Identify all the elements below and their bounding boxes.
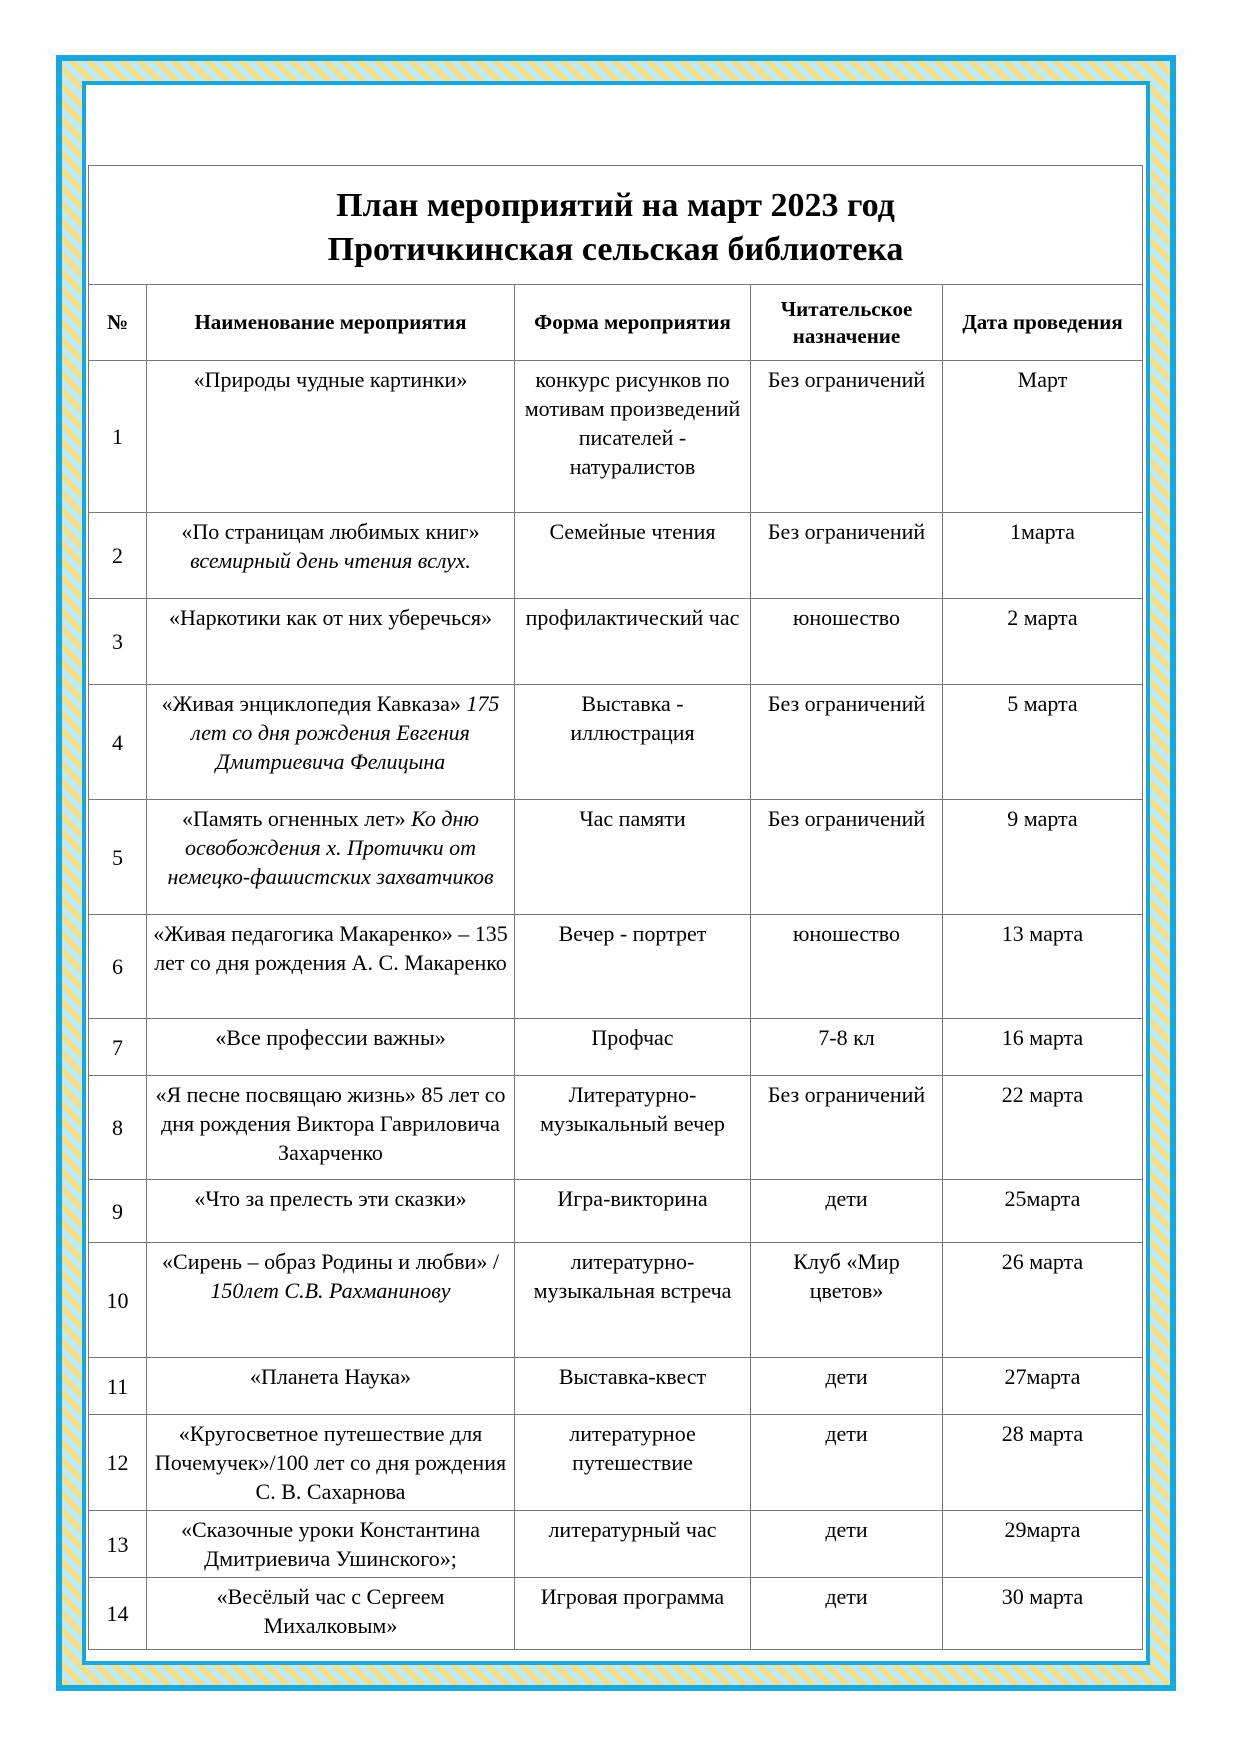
event-date: 27марта bbox=[943, 1358, 1143, 1415]
row-number: 12 bbox=[89, 1415, 147, 1511]
event-name: «Наркотики как от них уберечься» bbox=[168, 605, 493, 630]
event-name-cell bbox=[147, 1243, 515, 1358]
events-table bbox=[88, 165, 1143, 1650]
table-row bbox=[89, 1019, 1143, 1076]
row-number: 2 bbox=[89, 513, 147, 599]
row-number: 5 bbox=[89, 800, 147, 915]
event-note: 150лет С.В. Рахманинову bbox=[210, 1278, 451, 1303]
event-name: «Что за прелесть эти сказки» bbox=[194, 1186, 467, 1211]
event-form: Игровая программа bbox=[515, 1578, 751, 1650]
event-form: Час памяти bbox=[515, 800, 751, 915]
event-name-cell bbox=[147, 915, 515, 1019]
event-name-cell bbox=[147, 1415, 515, 1511]
event-date: 5 марта bbox=[943, 685, 1143, 800]
event-date: 29марта bbox=[943, 1511, 1143, 1578]
event-note: Ко дню освобождения х. Протички от немецко-фашистских захватчиков bbox=[167, 806, 494, 889]
table-row bbox=[89, 1180, 1143, 1243]
event-name-cell bbox=[147, 1076, 515, 1180]
event-name: «По страницам любимых книг» bbox=[181, 519, 480, 544]
event-audience: Без ограничений bbox=[751, 513, 943, 599]
row-number: 13 bbox=[89, 1511, 147, 1578]
table-body bbox=[89, 361, 1143, 1650]
event-audience: 7-8 кл bbox=[751, 1019, 943, 1076]
event-name: «Я песне посвящаю жизнь» 85 лет со дня рождения Виктора Гавриловича Захарченко bbox=[155, 1082, 506, 1165]
event-form: Выставка-квест bbox=[515, 1358, 751, 1415]
event-name-cell bbox=[147, 1578, 515, 1650]
table-row bbox=[89, 685, 1143, 800]
event-date: 26 марта bbox=[943, 1243, 1143, 1358]
header-row bbox=[89, 285, 1143, 361]
event-date: 9 марта bbox=[943, 800, 1143, 915]
table-row bbox=[89, 1511, 1143, 1578]
row-number: 1 bbox=[89, 361, 147, 513]
header-num: № bbox=[89, 285, 147, 361]
event-audience: дети bbox=[751, 1511, 943, 1578]
event-name: «Сказочные уроки Константина Дмитриевича Ушинского»; bbox=[180, 1517, 481, 1571]
event-form: конкурс рисунков по мотивам произведений писателей - натуралистов bbox=[515, 361, 751, 513]
event-date: 30 марта bbox=[943, 1578, 1143, 1650]
event-name-cell bbox=[147, 685, 515, 800]
event-name-cell bbox=[147, 1358, 515, 1415]
event-name-cell bbox=[147, 599, 515, 685]
event-audience: Без ограничений bbox=[751, 361, 943, 513]
table-row bbox=[89, 513, 1143, 599]
event-name: «Планета Наука» bbox=[250, 1364, 411, 1389]
event-date: Март bbox=[943, 361, 1143, 513]
event-audience: дети bbox=[751, 1578, 943, 1650]
event-name-cell bbox=[147, 513, 515, 599]
event-name: «Кругосветное путешествие для Почемучек»/100 лет со дня рождения С. В. Сахарнова bbox=[154, 1421, 507, 1504]
table-row bbox=[89, 1243, 1143, 1358]
event-form: профилактический час bbox=[515, 599, 751, 685]
library-name: Протичкинская сельская библиотека bbox=[327, 231, 904, 268]
event-form: литературный час bbox=[515, 1511, 751, 1578]
event-audience: дети bbox=[751, 1180, 943, 1243]
event-audience: дети bbox=[751, 1358, 943, 1415]
row-number: 6 bbox=[89, 915, 147, 1019]
table-row bbox=[89, 599, 1143, 685]
header-audience: Читательское назначение bbox=[751, 285, 943, 361]
table-row bbox=[89, 800, 1143, 915]
page-title: План мероприятий на март 2023 год bbox=[336, 187, 895, 224]
event-name: «Память огненных лет» bbox=[182, 806, 406, 831]
row-number: 8 bbox=[89, 1076, 147, 1180]
event-form: Игра-викторина bbox=[515, 1180, 751, 1243]
row-number: 3 bbox=[89, 599, 147, 685]
event-name: «Живая энциклопедия Кавказа» bbox=[161, 691, 461, 716]
row-number: 10 bbox=[89, 1243, 147, 1358]
event-date: 13 марта bbox=[943, 915, 1143, 1019]
event-name-cell bbox=[147, 1180, 515, 1243]
event-name-cell bbox=[147, 361, 515, 513]
header-name: Наименование мероприятия bbox=[147, 285, 515, 361]
row-number: 11 bbox=[89, 1358, 147, 1415]
event-audience: Без ограничений bbox=[751, 685, 943, 800]
event-form: Семейные чтения bbox=[515, 513, 751, 599]
event-audience: дети bbox=[751, 1415, 943, 1511]
event-audience: Без ограничений bbox=[751, 800, 943, 915]
table-row bbox=[89, 1358, 1143, 1415]
event-name: «Все профессии важны» bbox=[215, 1025, 446, 1050]
event-note: всемирный день чтения вслух. bbox=[190, 548, 471, 573]
table-row bbox=[89, 1578, 1143, 1650]
row-number: 9 bbox=[89, 1180, 147, 1243]
event-form: литературно-музыкальная встреча bbox=[515, 1243, 751, 1358]
row-number: 14 bbox=[89, 1578, 147, 1650]
event-name: «Живая педагогика Макаренко» – 135 лет со дня рождения А. С. Макаренко bbox=[153, 921, 508, 975]
event-name-cell bbox=[147, 800, 515, 915]
event-date: 1марта bbox=[943, 513, 1143, 599]
event-name: «Весёлый час с Сергеем Михалковым» bbox=[216, 1584, 445, 1638]
event-name-cell bbox=[147, 1019, 515, 1076]
event-form: Выставка - иллюстрация bbox=[515, 685, 751, 800]
header-date: Дата проведения bbox=[943, 285, 1143, 361]
table-row bbox=[89, 1415, 1143, 1511]
title-cell bbox=[89, 166, 1143, 285]
title-row bbox=[89, 166, 1143, 285]
event-name-cell bbox=[147, 1511, 515, 1578]
event-name: «Природы чудные картинки» bbox=[193, 367, 468, 392]
event-audience: юношество bbox=[751, 915, 943, 1019]
event-form: литературное путешествие bbox=[515, 1415, 751, 1511]
row-number: 7 bbox=[89, 1019, 147, 1076]
event-form: Литературно-музыкальный вечер bbox=[515, 1076, 751, 1180]
header-form: Форма мероприятия bbox=[515, 285, 751, 361]
event-form: Вечер - портрет bbox=[515, 915, 751, 1019]
event-audience: Клуб «Мир цветов» bbox=[751, 1243, 943, 1358]
row-number: 4 bbox=[89, 685, 147, 800]
event-date: 22 марта bbox=[943, 1076, 1143, 1180]
event-name: «Сирень – образ Родины и любви» / bbox=[162, 1249, 499, 1274]
table-row bbox=[89, 361, 1143, 513]
event-date: 28 марта bbox=[943, 1415, 1143, 1511]
events-table-wrap bbox=[88, 165, 1142, 1650]
event-form: Профчас bbox=[515, 1019, 751, 1076]
event-audience: Без ограничений bbox=[751, 1076, 943, 1180]
event-audience: юношество bbox=[751, 599, 943, 685]
event-date: 16 марта bbox=[943, 1019, 1143, 1076]
table-row bbox=[89, 915, 1143, 1019]
event-date: 2 марта bbox=[943, 599, 1143, 685]
table-row bbox=[89, 1076, 1143, 1180]
event-date: 25марта bbox=[943, 1180, 1143, 1243]
event-note: 175 лет со дня рождения Евгения Дмитриевича Фелицына bbox=[191, 691, 500, 774]
